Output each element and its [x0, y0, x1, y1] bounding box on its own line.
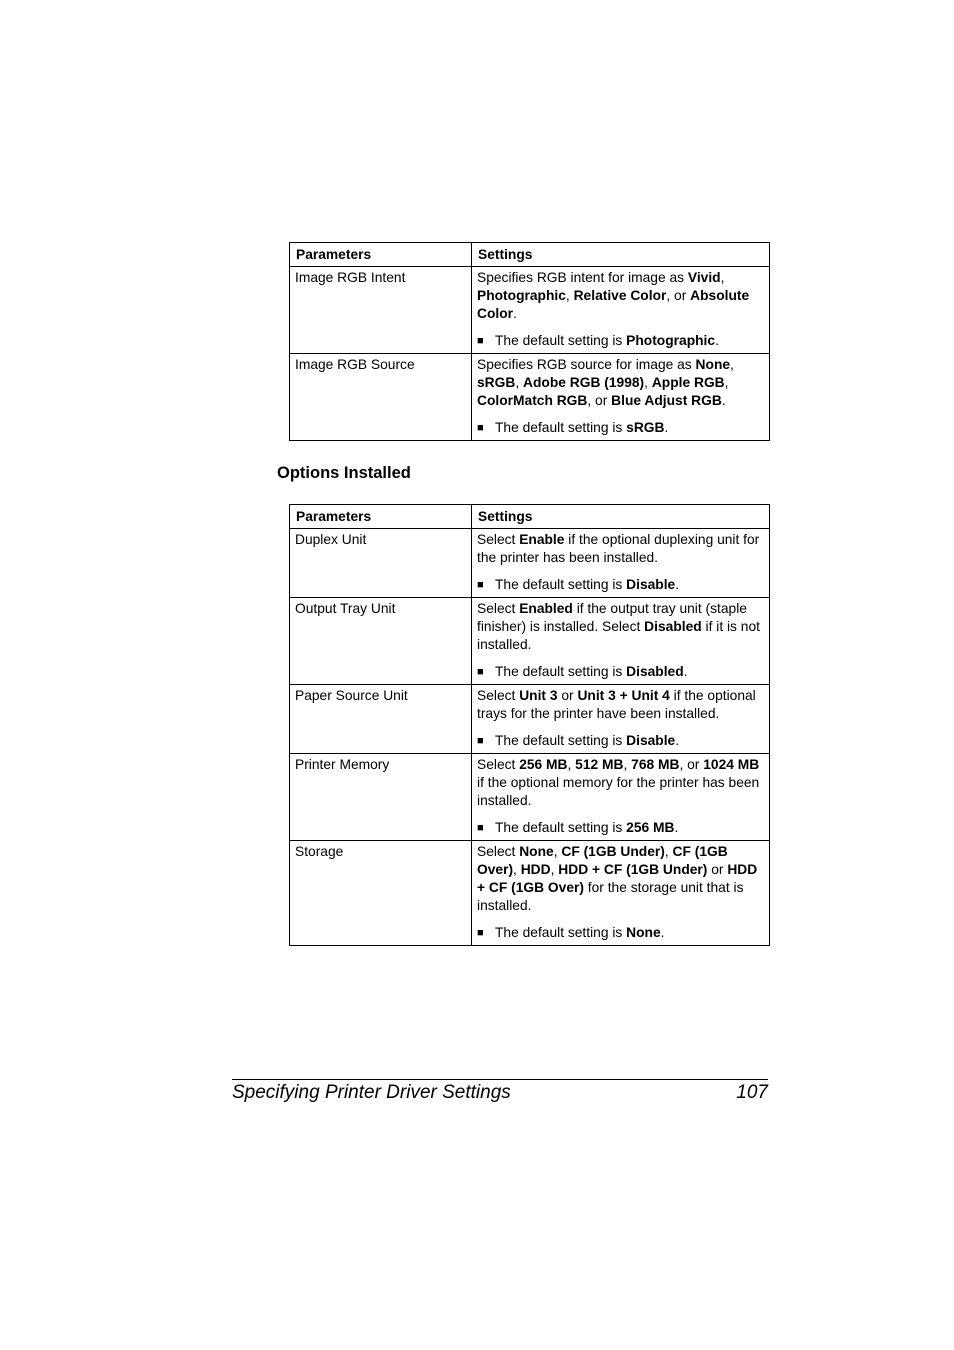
- parameter-name: Storage: [290, 841, 472, 946]
- option-value: HDD + CF (1GB Under): [558, 862, 708, 877]
- option-value: Unit 3: [519, 688, 558, 703]
- period: .: [660, 925, 665, 940]
- option-value: Unit 3 + Unit 4: [577, 688, 670, 703]
- square-bullet-icon: ■: [477, 927, 484, 939]
- default-label: The default setting is: [495, 925, 627, 940]
- text-segment: ,: [513, 862, 521, 877]
- text-segment: ,: [565, 288, 574, 303]
- parameter-name: Image RGB Intent: [290, 267, 472, 354]
- options-installed-table: [289, 504, 770, 946]
- text-segment: ,: [664, 844, 673, 859]
- default-label: The default setting is: [495, 733, 627, 748]
- table-row: [290, 354, 770, 441]
- text-segment: ,: [550, 862, 559, 877]
- default-setting-note: [477, 332, 765, 350]
- default-setting-note: [477, 924, 765, 942]
- text-segment: ,: [724, 375, 729, 390]
- option-value: None: [519, 844, 554, 859]
- square-bullet-icon: ■: [477, 579, 484, 591]
- option-value: sRGB: [477, 375, 516, 390]
- option-value: Absolute Color: [477, 288, 750, 321]
- default-value: Disabled: [626, 664, 684, 679]
- option-value: Adobe RGB (1998): [523, 375, 645, 390]
- column-header-settings: Settings: [472, 505, 770, 529]
- period: .: [674, 820, 679, 835]
- period: .: [715, 333, 719, 348]
- table-body: [290, 267, 770, 441]
- setting-description: [472, 354, 770, 441]
- square-bullet-icon: ■: [477, 335, 484, 347]
- text-segment: Select: [477, 601, 520, 616]
- option-value: 1024 MB: [703, 757, 760, 772]
- setting-text: [477, 531, 765, 567]
- square-bullet-icon: ■: [477, 735, 484, 747]
- text-segment: if the optional duplexing unit for the printer has been installed.: [477, 532, 760, 565]
- text-segment: Specifies RGB intent for image as: [477, 270, 688, 285]
- period: .: [675, 577, 680, 592]
- option-value: Enabled: [519, 601, 573, 616]
- option-value: Relative Color: [573, 288, 667, 303]
- text-segment: if the optional trays for the printer have been installed.: [477, 688, 756, 721]
- table-row: [290, 841, 770, 946]
- default-label: The default setting is: [495, 664, 627, 679]
- default-value: Disable: [626, 577, 676, 592]
- default-setting-note: [477, 732, 765, 750]
- default-value: Photographic: [626, 333, 716, 348]
- setting-text: [477, 687, 765, 723]
- table-header-row: [290, 505, 770, 529]
- column-header-parameters: Parameters: [290, 505, 472, 529]
- setting-text: [477, 269, 765, 323]
- text-segment: .: [513, 306, 517, 321]
- option-value: CF (1GB Under): [561, 844, 665, 859]
- table-row: [290, 529, 770, 598]
- text-segment: Select: [477, 844, 520, 859]
- period: .: [664, 420, 669, 435]
- text-segment: Select: [477, 688, 520, 703]
- square-bullet-icon: ■: [477, 666, 484, 678]
- text-segment: or: [557, 688, 578, 703]
- setting-text: [477, 600, 765, 654]
- default-value: sRGB: [626, 420, 665, 435]
- table-row: [290, 685, 770, 754]
- option-value: CF (1GB Over): [477, 844, 728, 877]
- default-setting-note: [477, 576, 765, 594]
- text-segment: , or: [666, 288, 691, 303]
- default-value: 256 MB: [626, 820, 675, 835]
- table-header-row: [290, 243, 770, 267]
- parameter-name: Image RGB Source: [290, 354, 472, 441]
- table-row: [290, 754, 770, 841]
- text-segment: ,: [515, 375, 524, 390]
- option-value: 512 MB: [575, 757, 624, 772]
- default-value: Disable: [626, 733, 676, 748]
- setting-text: [477, 356, 765, 410]
- square-bullet-icon: ■: [477, 422, 484, 434]
- default-setting-note: [477, 419, 765, 437]
- footer-rule: [232, 1079, 768, 1080]
- parameter-name: Printer Memory: [290, 754, 472, 841]
- option-value: Vivid: [687, 270, 721, 285]
- option-value: Apple RGB: [651, 375, 725, 390]
- setting-description: [472, 529, 770, 598]
- period: .: [683, 664, 688, 679]
- text-segment: , or: [679, 757, 704, 772]
- setting-description: [472, 685, 770, 754]
- option-value: Enable: [519, 532, 565, 547]
- setting-description: [472, 267, 770, 354]
- text-segment: ,: [623, 757, 632, 772]
- option-value: Disabled: [644, 619, 702, 634]
- parameter-name: Duplex Unit: [290, 529, 472, 598]
- option-value: Blue Adjust RGB: [611, 393, 722, 408]
- square-bullet-icon: ■: [477, 822, 484, 834]
- default-label: The default setting is: [495, 333, 627, 348]
- text-segment: if the output tray unit (staple finisher) is installed. Select: [477, 601, 747, 634]
- text-segment: or: [707, 862, 728, 877]
- text-segment: Select: [477, 757, 520, 772]
- default-label: The default setting is: [495, 577, 627, 592]
- column-header-settings: Settings: [472, 243, 770, 267]
- default-setting-note: [477, 663, 765, 681]
- footer-title: Specifying Printer Driver Settings: [232, 1082, 511, 1103]
- table-row: [290, 598, 770, 685]
- table-row: [290, 267, 770, 354]
- text-segment: ,: [567, 757, 576, 772]
- text-segment: ,: [720, 270, 725, 285]
- text-segment: ,: [730, 357, 734, 372]
- option-value: ColorMatch RGB: [477, 393, 588, 408]
- text-segment: Select: [477, 532, 520, 547]
- option-value: 256 MB: [519, 757, 568, 772]
- default-label: The default setting is: [495, 420, 627, 435]
- text-segment: , or: [587, 393, 612, 408]
- text-segment: if the optional memory for the printer has been installed.: [477, 775, 760, 808]
- period: .: [675, 733, 680, 748]
- option-value: None: [695, 357, 731, 372]
- column-header-parameters: Parameters: [290, 243, 472, 267]
- setting-description: [472, 598, 770, 685]
- default-value: None: [626, 925, 661, 940]
- setting-description: [472, 754, 770, 841]
- option-value: 768 MB: [631, 757, 680, 772]
- section-title: Options Installed: [277, 464, 411, 482]
- text-segment: ,: [553, 844, 562, 859]
- text-segment: if it is not installed.: [477, 619, 760, 652]
- option-value: HDD: [520, 862, 551, 877]
- setting-description: [472, 841, 770, 946]
- text-segment: for the storage unit that is installed.: [477, 880, 744, 913]
- option-value: HDD + CF (1GB Over): [477, 862, 758, 895]
- text-segment: Specifies RGB source for image as: [477, 357, 696, 372]
- setting-text: [477, 843, 765, 915]
- setting-text: [477, 756, 765, 810]
- default-setting-note: [477, 819, 765, 837]
- parameter-name: Output Tray Unit: [290, 598, 472, 685]
- table-body: [290, 529, 770, 946]
- parameter-name: Paper Source Unit: [290, 685, 472, 754]
- option-value: Photographic: [477, 288, 566, 303]
- page-number: 107: [736, 1082, 768, 1103]
- text-segment: .: [721, 393, 726, 408]
- text-segment: ,: [644, 375, 652, 390]
- default-label: The default setting is: [495, 820, 627, 835]
- rgb-settings-table: [289, 242, 770, 441]
